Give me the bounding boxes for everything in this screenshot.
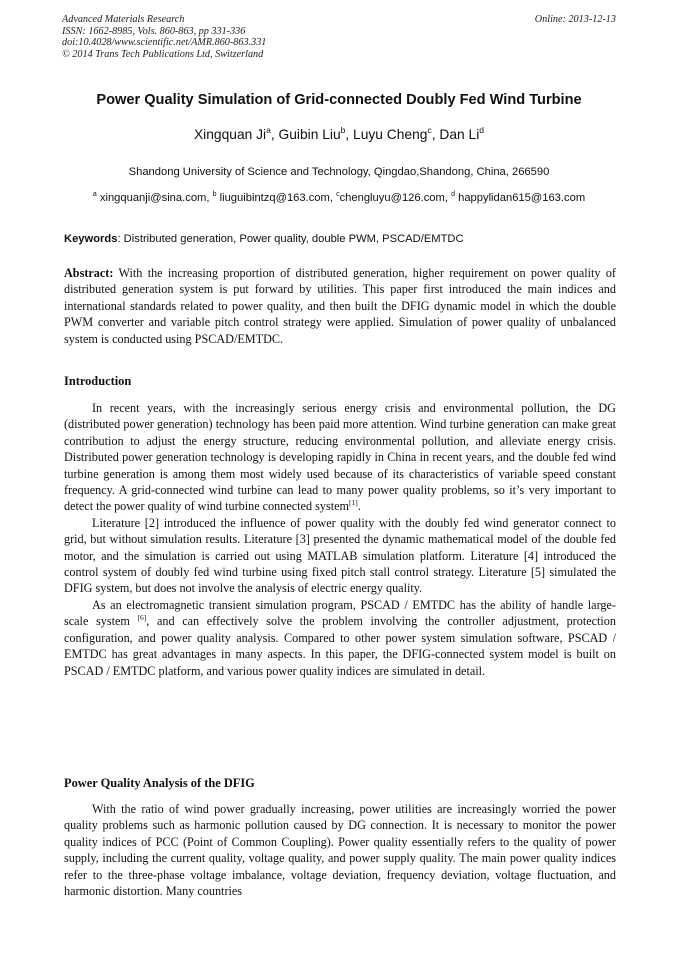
email-mark: a bbox=[92, 191, 97, 198]
online-date: Online: 2013-12-13 bbox=[534, 14, 616, 25]
citation-ref: [1] bbox=[348, 498, 358, 508]
introduction-body bbox=[64, 400, 616, 679]
email-address[interactable]: happylidan615@163.com bbox=[454, 192, 586, 204]
journal-name: Advanced Materials Research bbox=[62, 14, 185, 25]
paragraph-text: As an electromagnetic transient simulation program, PSCAD / EMTDC has the ability of handle large-scale system bbox=[64, 597, 616, 629]
abstract-label: Abstract: bbox=[64, 266, 114, 280]
email-list bbox=[40, 192, 638, 204]
paper-title: Power Quality Simulation of Grid-connected Doubly Fed Wind Turbine bbox=[96, 92, 582, 108]
copyright-line: © 2014 Trans Tech Publications Ltd, Switzerland bbox=[62, 48, 264, 60]
email-address[interactable]: xingquanji@sina.com, bbox=[96, 192, 213, 204]
paragraph: With the ratio of wind power gradually increasing, power utilities are increasingly worried the power quality problems such as harmonic pollution caused by DG connection. It is necessary to monitor the power quality indices of PCC (Point of Common Coupling). Power quality essentially refers to the quality of power supply, including the current quality, voltage quality, and power supply quality. The main power quality indices refer to the three-phase voltage imbalance, voltage deviation, frequency deviation, voltage fluctuation, and harmonic distortion. Many countries bbox=[64, 802, 616, 899]
abstract-text: With the increasing proportion of distributed generation, higher requirement on power quality of distributed generation system is put forward by utilities. This paper first introduced the main indices and international standards related to power quality, and then built the DFIG dynamic model in which the double PWM converter and variable pitch control strategy were applied. Simulation of power quality of unbalanced system is conducted using PSCAD/EMTDC. bbox=[64, 266, 616, 346]
publication-header bbox=[62, 14, 616, 60]
paragraph bbox=[64, 400, 616, 515]
author-separator: , bbox=[345, 127, 354, 142]
email-mark: c bbox=[336, 191, 340, 198]
author-separator: , bbox=[431, 127, 440, 142]
keywords-label: Keywords bbox=[64, 233, 118, 245]
paragraph-text: In recent years, with the increasingly serious energy crisis and environmental pollution, the DG (distributed power generation) technology has been paid more attention. Wind turbine generation can make great contribution to adjust the energy structure, reducing environmental pollution, and alleviate energy crisis. Distributed power generation technology is developing rapidly in China in recent years, and the double fed wind turbine generation is among them most widely used because of its characteristics of variable speed constant frequency. A grid-connected wind turbine can lead to many power quality problems, so it’s very important to detect the power quality of wind turbine connected system bbox=[64, 401, 616, 514]
paragraph-text: , and can effectively solve the problem involving the controller adjustment, protection configuration, and power quality analysis. Compared to other power system simulation software, PSCAD / EMTDC has great advantages in many aspects. In this paper, the DFIG-connected system model is built on PSCAD / EMTDC platform, and various power quality indices are simulated in detail. bbox=[64, 614, 616, 678]
section-body bbox=[64, 801, 616, 899]
paragraph-end: . bbox=[357, 499, 361, 514]
author-mark: d bbox=[479, 125, 485, 135]
paragraph bbox=[64, 597, 616, 679]
abstract bbox=[64, 265, 616, 347]
author-list bbox=[40, 127, 638, 142]
citation-ref: [6] bbox=[137, 613, 147, 623]
introduction-heading: Introduction bbox=[64, 374, 132, 388]
email-address[interactable]: chengluyu@126.com, bbox=[339, 192, 452, 204]
author-name: Xingquan Ji bbox=[193, 127, 267, 142]
email-address[interactable]: liuguibintzq@163.com, bbox=[216, 192, 337, 204]
issn-line: ISSN: 1662-8985, Vols. 860-863, pp 331-336 bbox=[62, 25, 246, 37]
author-mark: c bbox=[427, 125, 432, 135]
email-mark: d bbox=[451, 191, 455, 198]
paragraph: Literature [2] introduced the influence of power quality with the doubly fed wind generator connect to grid, but without simulation results. Literature [3] presented the dynamic mathematical model of the double fed motor, and the simulation is carried out using MATLAB simulation platform. Literature [4] introduced the control system of doubly fed wind turbine using fixed pitch stall control strategy. Literature [5] simulated the DFIG system, but does not involve the analysis of electric energy quality. bbox=[64, 515, 616, 596]
keywords-text: : Distributed generation, Power quality, double PWM, PSCAD/EMTDC bbox=[117, 233, 464, 245]
author-name: Guibin Liu bbox=[278, 127, 341, 142]
author-mark: a bbox=[266, 125, 271, 135]
author-name: Luyu Cheng bbox=[353, 127, 428, 142]
email-mark: b bbox=[212, 191, 217, 198]
doi-line: doi:10.4028/www.scientific.net/AMR.860-863.331 bbox=[62, 37, 267, 49]
keywords-line bbox=[64, 233, 616, 245]
author-mark: b bbox=[340, 125, 346, 135]
author-name: Dan Li bbox=[439, 127, 480, 142]
author-separator: , bbox=[270, 127, 279, 142]
affiliation: Shandong University of Science and Technology, Qingdao,Shandong, China, 266590 bbox=[128, 166, 550, 178]
section-heading: Power Quality Analysis of the DFIG bbox=[64, 776, 255, 790]
